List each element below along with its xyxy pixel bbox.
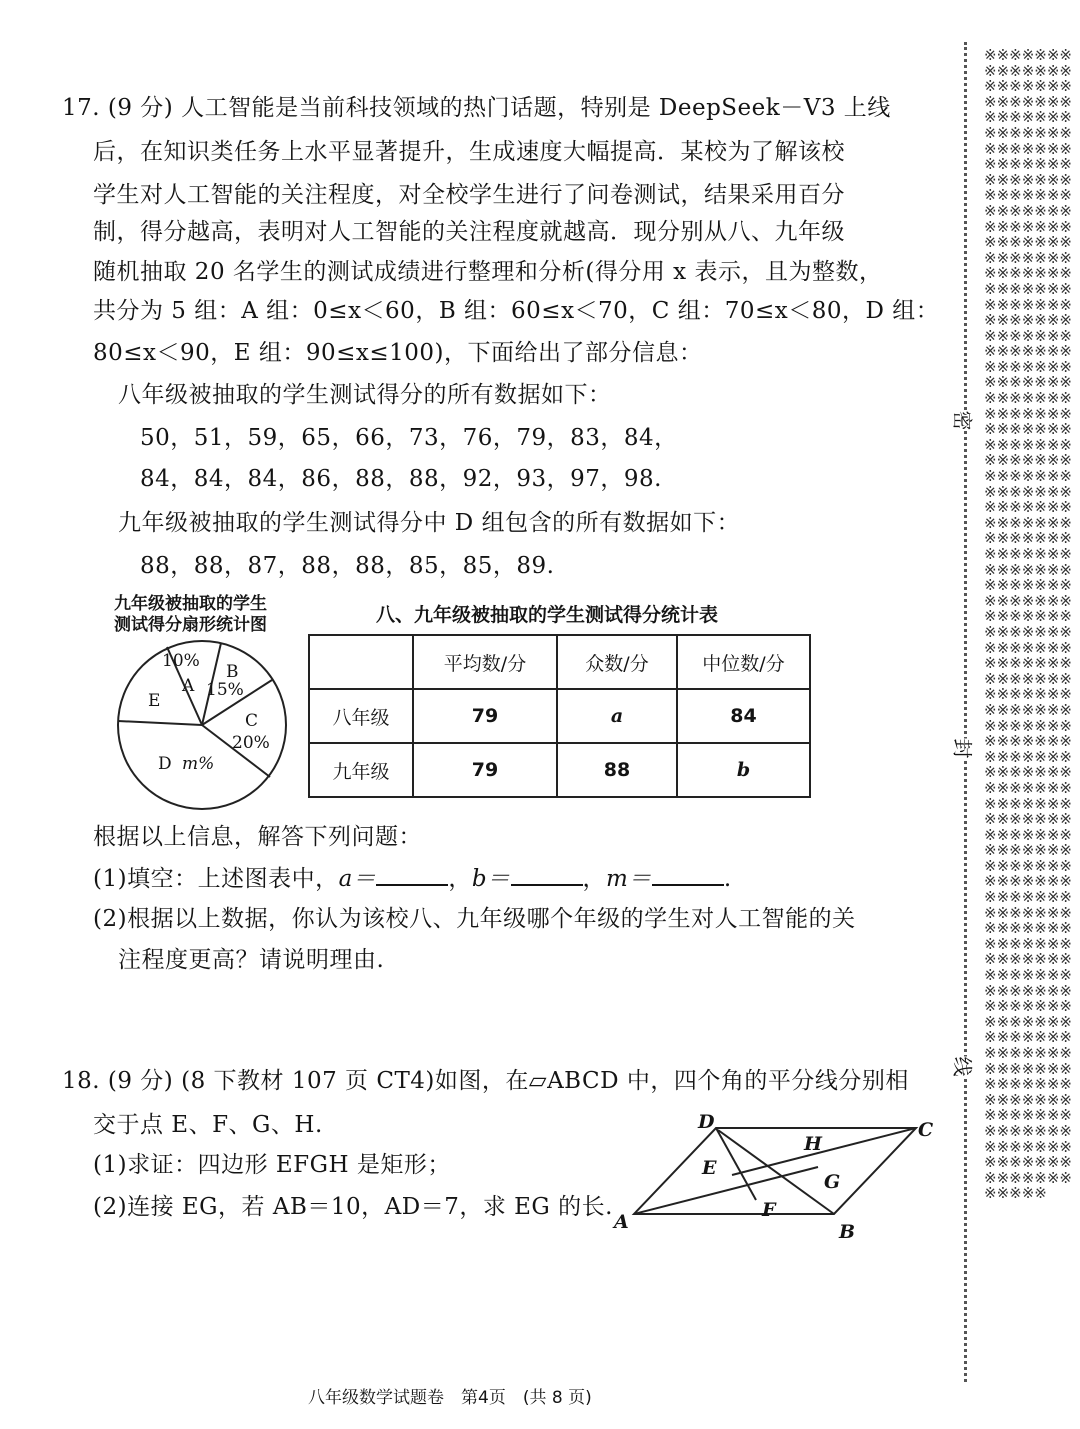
point-label-h: H (804, 1133, 822, 1155)
table-header: 中位数/分 (677, 635, 810, 689)
part-1-a-label: a＝ (338, 866, 377, 892)
grade9-intro: 九年级被抽取的学生测试得分中 D 组包含的所有数据如下： (118, 510, 741, 536)
table-row (309, 743, 810, 797)
point-label-b: B (839, 1221, 856, 1242)
point-label-f: F (762, 1199, 776, 1221)
pie-divider (118, 721, 202, 725)
table-header-row (309, 635, 810, 689)
point-label-g: G (824, 1171, 841, 1193)
q17-line: 后，在知识类任务上水平显著提升，生成速度大幅提高．某校为了解该校 (93, 139, 845, 165)
part-1-prefix: (1)填空：上述图表中， (93, 866, 339, 892)
table-cell: 79 (413, 743, 557, 797)
q17-line: 共分为 5 组：A 组：0≤x＜60，B 组：60≤x＜70，C 组：70≤x＜80，D 组： (93, 298, 940, 324)
table-row (309, 689, 810, 743)
grade8-data-row: 50，51，59，65，66，73，76，79，83，84， (140, 425, 678, 451)
seal-char-feng: 封 (948, 739, 981, 759)
point-label-d: D (698, 1111, 715, 1133)
part-2-line: (2)根据以上数据，你认为该校八、九年级哪个年级的学生对人工智能的关 (93, 906, 856, 932)
question-prompt: 根据以上信息，解答下列问题： (93, 824, 422, 850)
bisector-d (716, 1128, 756, 1200)
part-2-line: 注程度更高？请说明理由. (118, 947, 385, 973)
point-label-c: C (918, 1119, 934, 1141)
q17-line: 制，得分越高，表明对人工智能的关注程度就越高．现分别从八、九年级 (93, 219, 845, 245)
pie-chart (110, 640, 300, 810)
grade9-data-row: 88，88，87，88，88，85，85，89. (140, 553, 555, 579)
q18-line: 18. (9 分) (8 下教材 107 页 CT4)如图，在▱ABCD 中，四个角的平分线分别相 (62, 1068, 909, 1094)
point-label-a: A (614, 1211, 629, 1233)
pie-label-d-pct: m% (182, 754, 215, 774)
pie-label-b: B (226, 662, 239, 682)
part-1-fill (93, 862, 732, 894)
part-1-b-label: b＝ (471, 866, 511, 892)
part-1-m-label: m＝ (606, 866, 652, 892)
separator: ， (582, 866, 607, 892)
pie-label-c: C (245, 711, 259, 731)
table-cell (309, 635, 413, 689)
bisector-a (634, 1167, 818, 1214)
q17-line: 17. (9 分) 人工智能是当前科技领域的热门话题，特别是 DeepSeek－V3 上线 (62, 95, 891, 121)
pie-label-e: E (148, 691, 161, 711)
separator: ， (448, 866, 472, 892)
table-row-label: 九年级 (309, 743, 413, 797)
table-header: 众数/分 (557, 635, 677, 689)
pie-label-c-pct: 20% (232, 733, 270, 753)
bisector-c (732, 1128, 916, 1175)
pie-label-b-pct: 15% (206, 680, 244, 700)
table-cell: b (677, 743, 810, 797)
q18-line: (1)求证：四边形 EFGH 是矩形； (93, 1152, 451, 1178)
q17-line: 80≤x＜90，E 组：90≤x≤100)，下面给出了部分信息： (93, 340, 703, 366)
table-cell: 88 (557, 743, 677, 797)
table-cell: 79 (413, 689, 557, 743)
table-cell: 84 (677, 689, 810, 743)
grade8-data-row: 84，84，84，86，88，88，92，93，97，98. (140, 466, 662, 492)
page-footer: 八年级数学试题卷 第4页 (共 8 页) (308, 1388, 592, 1408)
pie-chart-title: 测试得分扇形统计图 (114, 615, 267, 635)
pie-label-a-pct: 10% (162, 651, 200, 671)
pie-label-d: D (158, 754, 172, 774)
table-header: 平均数/分 (413, 635, 557, 689)
stats-table-title: 八、九年级被抽取的学生测试得分统计表 (376, 604, 719, 626)
table-row-label: 八年级 (309, 689, 413, 743)
stats-table (308, 634, 811, 798)
point-label-e: E (702, 1157, 717, 1179)
binding-margin (962, 42, 1080, 1382)
q17-line: 随机抽取 20 名学生的测试成绩进行整理和分析(得分用 x 表示，且为整数， (93, 259, 883, 285)
dotted-cut-line (964, 42, 967, 1382)
seal-char-mi: 密 (948, 411, 981, 431)
answer-blank-a[interactable] (376, 862, 448, 886)
margin-pattern: ※※※※※※※※※※※※※※※※※※※※※※※※※※※※※※※※※※※※※※※※※※※※※※※※※※※※※※※※※※※※※※※※※※※※※※※※※※※※※※※※※※※※※※※※※※※※※※※※※※※※※※※※※※※※※※※※※※※※※※※※※※※※※※※※※※※※※※※※※※※※※※※※※※※※※※※※※※※※※※※※※※※※※※※※※※※※※※※※※※※※※※※※※※※※※※※※※※※※※※※※※※※※※※※※※※※※※※※※※※※※※※※※※※※※※※※※※※※※※※※※※※※※※※※※※※※※※※※※※※※※※※※※※※※※※※※※※※※※※※※※※※※※※※※※※※※※※※※※※※※※※※※※※※※※※※※※※※※※※※※※※※※※※※※※※※※※※※※※※※※※※※※※※※※※※※※※※※※※※※※※※※※※※※※※※※※※※※※※※※※※※※※※※※※※※※※※※※※※※※※※※※※※※※※※※※※※※※※※※※※※※※※※※※※※※※※※※※※※※※※※※※※※※※※※※※※※※※※※※※※※※※※※※※※※※※※※※※※※※※※※※※※※※※※※※※※※※※※※※※※※※※※※※※※※※※※※※※※※ (984, 48, 1072, 1203)
q17-line: 学生对人工智能的关注程度，对全校学生进行了问卷测试，结果采用百分 (93, 182, 845, 208)
pie-chart-title: 九年级被抽取的学生 (114, 594, 267, 614)
table-cell: a (557, 689, 677, 743)
grade8-intro: 八年级被抽取的学生测试得分的所有数据如下： (118, 382, 612, 408)
q18-line: (2)连接 EG，若 AB＝10，AD＝7，求 EG 的长. (93, 1194, 613, 1220)
answer-blank-m[interactable] (652, 862, 724, 886)
seal-char-xian: 线 (948, 1057, 981, 1077)
parallelogram-figure (606, 1108, 940, 1242)
pie-label-a: A (182, 676, 195, 696)
end-mark: . (723, 866, 732, 892)
answer-blank-b[interactable] (511, 862, 583, 886)
q18-line: 交于点 E、F、G、H. (93, 1112, 323, 1138)
